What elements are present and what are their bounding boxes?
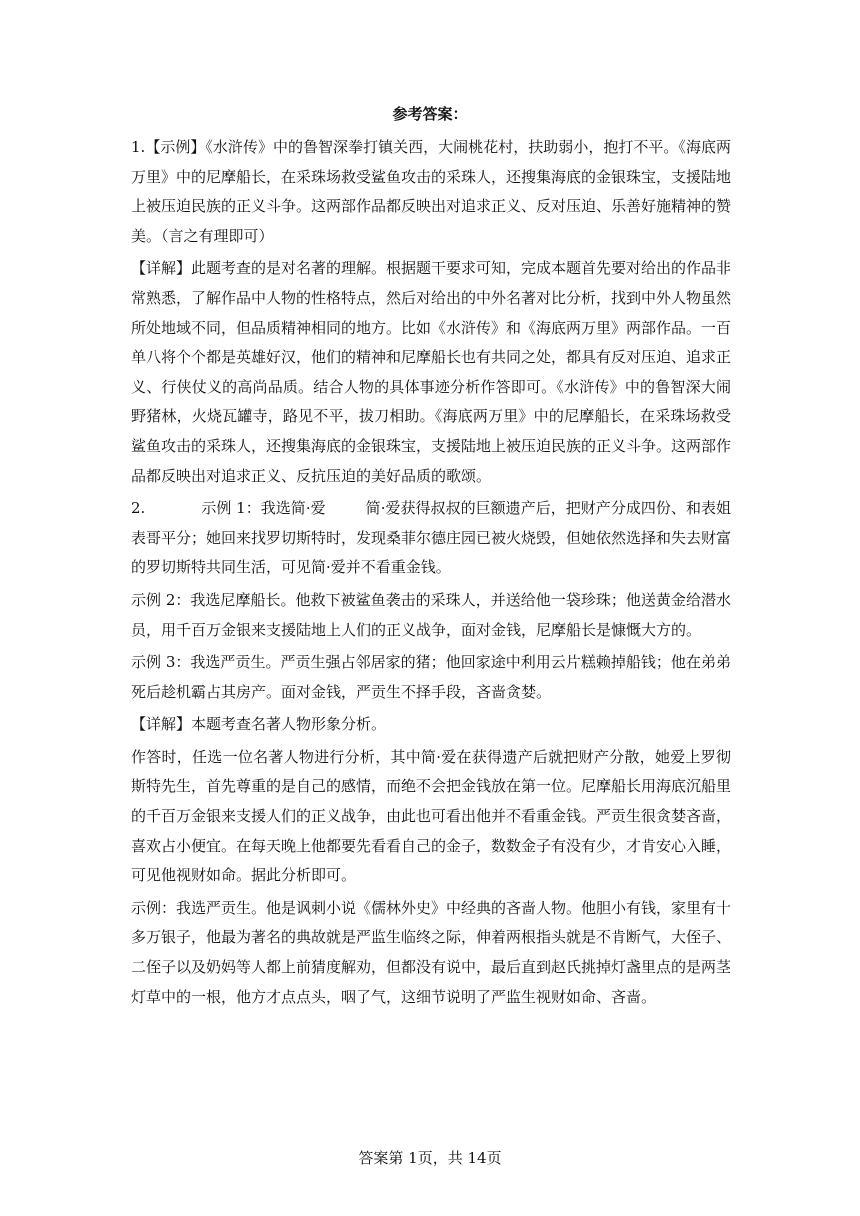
answer-2-explanation: 作答时，任选一位名著人物进行分析，其中简·爱在获得遗产后就把财产分散，她爱上罗彻斯特先生，首先尊重的是自己的感情，而绝不会把金钱放在第一位。尼摩船长用海底沉船里的千百万金银来支援人们的正义战争，由此也可看出他并不看重金钱。严贡生很贪婪吝啬，喜欢占小便宜。在每天晚上他都要先看看自己的金子，数数金子有没有少，才肯安心入睡，可见他视财如命。据此分析即可。 xyxy=(131,747,732,885)
answer-1-paragraph: 1.【示例】《水浒传》中的鲁智深拳打镇关西，大闹桃花村，扶助弱小，抱打不平。《海底两万里》中的尼摩船长，在采珠场救受鲨鱼攻击的采珠人，还搜集海底的金银珠宝，支援陆地上被压迫民族的正义斗争。这两部作品都反映出对追求正义、反对压迫、乐善好施精神的赞美。（言之有理即可） xyxy=(131,138,732,245)
example-1-lead: 示例 1：我选简·爱 xyxy=(201,499,326,518)
answer-2-extra-example: 示例：我选严贡生。他是讽刺小说《儒林外史》中经典的吝啬人物。他胆小有钱，家里有十多万银子，他最为著名的典故就是严监生临终之际，伸着两根指头就是不肯断气，大侄子、二侄子以及奶妈等人都上前猜度解劝，但都没有说中，最后直到赵氏挑掉灯盏里点的是两茎灯草中的一根，他方才点点头，咽了气，这细节说明了严监生视财如命、吝啬。 xyxy=(131,898,732,1006)
answer-1-explanation: 【详解】此题考查的是对名著的理解。根据题干要求可知，完成本题首先要对给出的作品非常熟悉，了解作品中人物的性格特点，然后对给出的中外名著对比分析，找到中外人物虽然所处地域不同，但品质精神相同的地方。比如《水浒传》和《海底两万里》两部作品。一百单八将个个都是英雄好汉，他们的精神和尼摩船长也有共同之处，都具有反对压迫、追求正义、行侠仗义的高尚品质。结合人物的具体事迹分析作答即可。《水浒传》中的鲁智深大闹野猪林，火烧瓦罐寺，路见不平，拔刀相助。《海底两万里》中的尼摩船长，在采珠场救受鲨鱼攻击的采珠人，还搜集海底的金银珠宝，支援陆地上被压迫民族的正义斗争。这两部作品都反映出对追求正义、反抗压迫的美好品质的歌颂。 xyxy=(131,259,732,485)
answer-2-explanation-heading: 【详解】本题考查名著人物形象分析。 xyxy=(131,715,387,734)
answer-content xyxy=(131,133,731,1015)
question-number: 2. xyxy=(131,499,146,518)
answer-2-example-3: 示例 3：我选严贡生。严贡生强占邻居家的猪；他回家途中利用云片糕赖掉船钱；他在弟弟死后趁机霸占其房产。面对金钱，严贡生不择手段，吝啬贪婪。 xyxy=(131,653,731,701)
answer-2-example-1 xyxy=(131,494,731,583)
page-footer: 答案第 1页，共 14页 xyxy=(358,1149,502,1167)
page-title: 参考答案： xyxy=(392,105,468,123)
example-1-text: 简·爱获得叔叔的巨额遗产后，把财产分成四份、和表姐表哥平分；她回来找罗切斯特时，发现桑菲尔德庄园已被火烧毁，但她依然选择和失去财富的罗切斯特共同生活，可见简·爱并不看重金钱。 xyxy=(131,499,732,577)
answer-2-example-2: 示例 2：我选尼摩船长。他救下被鲨鱼袭击的采珠人，并送给他一袋珍珠；他送黄金给潜水员，用千百万金银来支援陆地上人们的正义战争，面对金钱，尼摩船长是慷慨大方的。 xyxy=(131,590,731,639)
